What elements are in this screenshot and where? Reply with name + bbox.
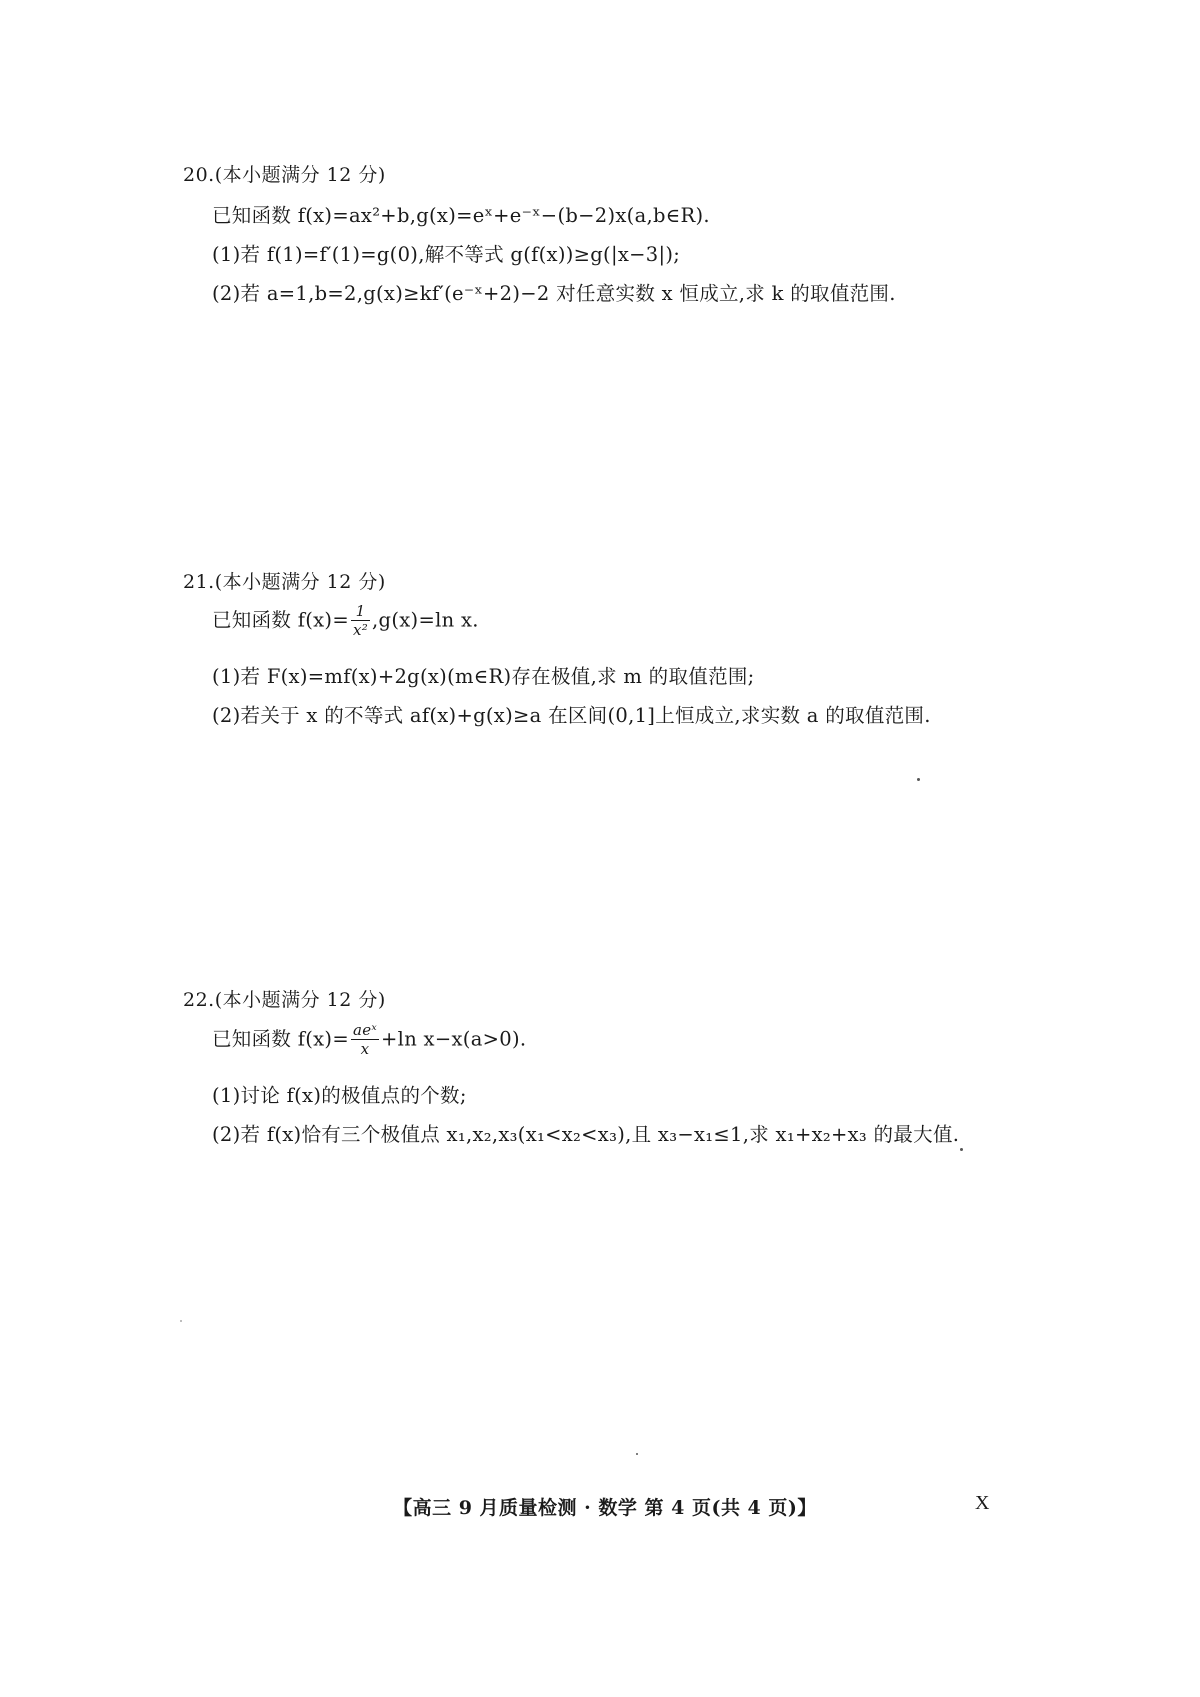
scan-speck xyxy=(917,778,920,781)
problem-21-fraction xyxy=(351,604,370,638)
problem-22-stem-prefix: 已知函数 f(x)= xyxy=(212,1027,349,1051)
problem-22-part-2: (2)若 f(x)恰有三个极值点 x₁,x₂,x₃(x₁<x₂<x₃),且 x₃−x₁≤1,求 x₁+x₂+x₃ 的最大值. xyxy=(212,1123,960,1146)
problem-20-title: 20.(本小题满分 12 分) xyxy=(183,164,386,186)
problem-22-fraction-numerator: aeˣ xyxy=(352,1021,378,1039)
problem-22-fraction-denominator: x xyxy=(360,1040,370,1058)
problem-22-fraction xyxy=(351,1023,379,1057)
problem-21-stem-prefix: 已知函数 f(x)= xyxy=(212,608,349,632)
problem-22-stem-suffix: +ln x−x(a>0). xyxy=(381,1027,527,1051)
problem-21-fraction-denominator: x² xyxy=(352,621,369,639)
problem-21-part-2: (2)若关于 x 的不等式 af(x)+g(x)≥a 在区间(0,1]上恒成立,求实数 a 的取值范围. xyxy=(212,704,931,727)
problem-21-part-1: (1)若 F(x)=mf(x)+2g(x)(m∈R)存在极值,求 m 的取值范围; xyxy=(212,665,755,688)
scan-speck xyxy=(180,1320,182,1322)
footer-text: 【高三 9 月质量检测 · 数学 第 4 页(共 4 页)】 xyxy=(393,1497,817,1519)
problem-20-part-1: (1)若 f(1)=f′(1)=g(0),解不等式 g(f(x))≥g(|x−3|); xyxy=(212,243,681,266)
problem-21-stem xyxy=(212,604,479,638)
page-mark: X xyxy=(975,1492,990,1514)
problem-21-fraction-numerator: 1 xyxy=(351,604,370,621)
problem-22-stem xyxy=(212,1023,526,1057)
page-footer xyxy=(0,1493,1200,1520)
problem-20-part-2: (2)若 a=1,b=2,g(x)≥kf′(e⁻ˣ+2)−2 对任意实数 x 恒成立,求 k 的取值范围. xyxy=(212,282,896,305)
problem-22-title: 22.(本小题满分 12 分) xyxy=(183,989,386,1011)
scan-speck xyxy=(960,1148,963,1151)
scan-speck xyxy=(636,1453,638,1455)
problem-21-title: 21.(本小题满分 12 分) xyxy=(183,571,386,593)
problem-21-stem-suffix: ,g(x)=ln x. xyxy=(372,608,479,632)
problem-22-part-1: (1)讨论 f(x)的极值点的个数; xyxy=(212,1084,467,1107)
problem-20-stem: 已知函数 f(x)=ax²+b,g(x)=eˣ+e⁻ˣ−(b−2)x(a,b∈R). xyxy=(212,204,710,227)
